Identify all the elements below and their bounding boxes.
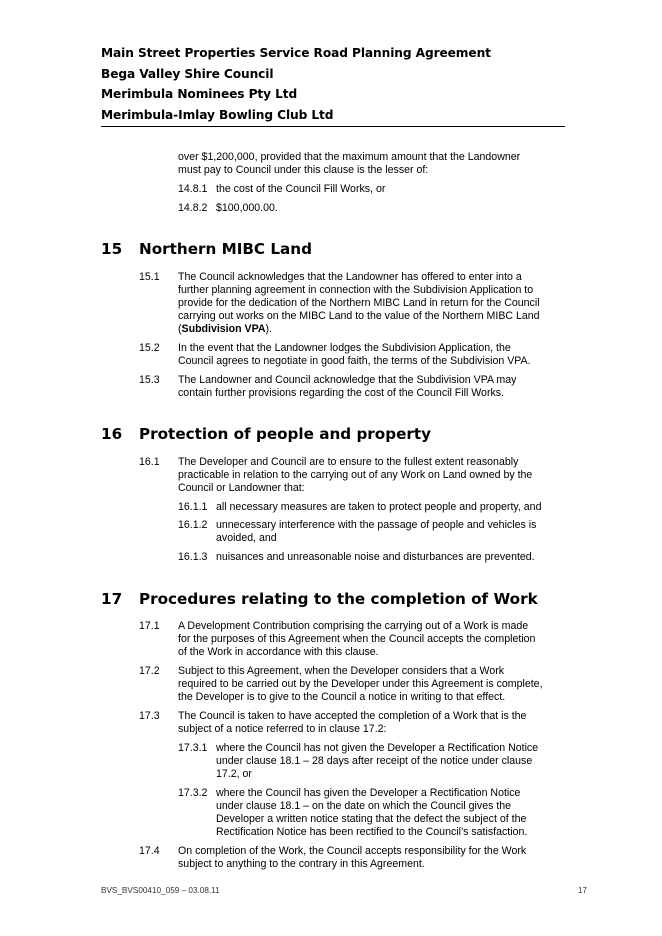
item-number: 14.8.1 <box>178 183 208 195</box>
clause-line: Council agrees to negotiate in good faith, the terms of the Subdivision VPA. <box>178 355 531 367</box>
subitem-line: where the Council has not given the Developer a Rectification Notice <box>216 742 539 754</box>
clause-line: The Landowner and Council acknowledge that the Subdivision VPA may <box>178 374 517 386</box>
subitem-line: under clause 18.1 – on the date on which the Council gives the <box>216 800 512 812</box>
item-text: $100,000.00. <box>216 202 278 214</box>
subitem-line: nuisances and unreasonable noise and disturbances are prevented. <box>216 551 535 563</box>
section-number: 15 <box>101 240 123 258</box>
clause-number: 15.2 <box>139 342 160 354</box>
item-text: the cost of the Council Fill Works, or <box>216 183 386 195</box>
clause-line: carrying out works on the MIBC Land to the value of the Northern MIBC Land <box>178 310 540 322</box>
clause-line: In the event that the Landowner lodges the Subdivision Application, the <box>178 342 511 354</box>
header-party-council: Bega Valley Shire Council <box>101 66 274 81</box>
subitem-line: all necessary measures are taken to protect people and property, and <box>216 501 542 513</box>
paren-open: ( <box>178 323 182 335</box>
header-party-club: Merimbula-Imlay Bowling Club Ltd <box>101 107 334 122</box>
subitem-number: 17.3.2 <box>178 787 208 799</box>
clause-line: On completion of the Work, the Council accepts responsibility for the Work <box>178 845 527 857</box>
subitem-number: 17.3.1 <box>178 742 208 754</box>
footer-page-number: 17 <box>578 886 588 895</box>
clause-line: required to be carried out by the Developer under this Agreement is complete, <box>178 678 543 690</box>
footer-document-reference: BVS_BVS00410_059 – 03.08.11 <box>101 886 220 895</box>
clause-number: 17.2 <box>139 665 160 677</box>
clause-number: 16.1 <box>139 456 160 468</box>
clause-number: 17.3 <box>139 710 160 722</box>
subitem-number: 16.1.3 <box>178 551 208 563</box>
subitem-number: 16.1.2 <box>178 519 208 531</box>
item-number: 14.8.2 <box>178 202 208 214</box>
clause-line: practicable in relation to the carrying out of any Work on Land owned by the <box>178 469 533 481</box>
section-number: 17 <box>101 590 123 608</box>
clause-line: provide for the dedication of the Northern MIBC Land in return for the Council <box>178 297 540 309</box>
header-party-nominees: Merimbula Nominees Pty Ltd <box>101 87 298 101</box>
clause-line: A Development Contribution comprising the carrying out of a Work is made <box>178 620 529 632</box>
subitem-line: 17.2, or <box>216 768 252 780</box>
header-title: Main Street Properties Service Road Planning Agreement <box>101 46 491 60</box>
section-title: Procedures relating to the completion of Work <box>139 590 538 608</box>
clause-line: Subject to this Agreement, when the Developer considers that a Work <box>178 665 505 677</box>
clause-line: subject to anything to the contrary in this Agreement. <box>178 858 425 870</box>
subitem-number: 16.1.1 <box>178 501 208 513</box>
intro-line: must pay to Council under this clause is the lesser of: <box>178 164 429 176</box>
subitem-line: under clause 18.1 – 28 days after receipt of the notice under clause <box>216 755 533 767</box>
subitem-line: Rectification Notice has been rectified to the Council’s satisfaction. <box>216 826 528 838</box>
clause-line-defined-term <box>178 323 272 336</box>
clause-line: The Council is taken to have accepted the completion of a Work that is the <box>178 710 527 722</box>
clause-line: contain further provisions regarding the cost of the Council Fill Works. <box>178 387 505 399</box>
clause-line: subject of a notice referred to in clause 17.2: <box>178 723 387 735</box>
header-rule <box>101 126 565 127</box>
paren-close: ). <box>265 323 272 335</box>
clause-line: of the Work in accordance with this clause. <box>178 646 379 658</box>
clause-number: 17.4 <box>139 845 160 857</box>
clause-line: the Developer is to give to the Council a notice in writing to that effect. <box>178 691 506 703</box>
section-title: Protection of people and property <box>139 425 432 443</box>
subitem-line: Developer a written notice stating that the defect the subject of the <box>216 813 527 825</box>
clause-number: 17.1 <box>139 620 160 632</box>
subitem-line: where the Council has given the Developer a Rectification Notice <box>216 787 521 799</box>
clause-line: Council or Landowner that: <box>178 482 305 494</box>
clause-line: further planning agreement in connection with the Subdivision Application to <box>178 284 534 296</box>
subitem-line: unnecessary interference with the passage of people and vehicles is <box>216 519 537 531</box>
clause-line: The Developer and Council are to ensure to the fullest extent reasonably <box>178 456 519 468</box>
clause-line: The Council acknowledges that the Landowner has offered to enter into a <box>178 271 522 283</box>
clause-line: for the purposes of this Agreement when the Council accepts the completion <box>178 633 536 645</box>
defined-term: Subdivision VPA <box>181 323 266 335</box>
clause-number: 15.1 <box>139 271 160 283</box>
subitem-line: avoided, and <box>216 532 277 544</box>
section-title: Northern MIBC Land <box>139 240 312 258</box>
clause-number: 15.3 <box>139 374 160 386</box>
page-header <box>101 43 565 127</box>
section-number: 16 <box>101 425 123 443</box>
intro-line: over $1,200,000, provided that the maximum amount that the Landowner <box>178 151 521 163</box>
